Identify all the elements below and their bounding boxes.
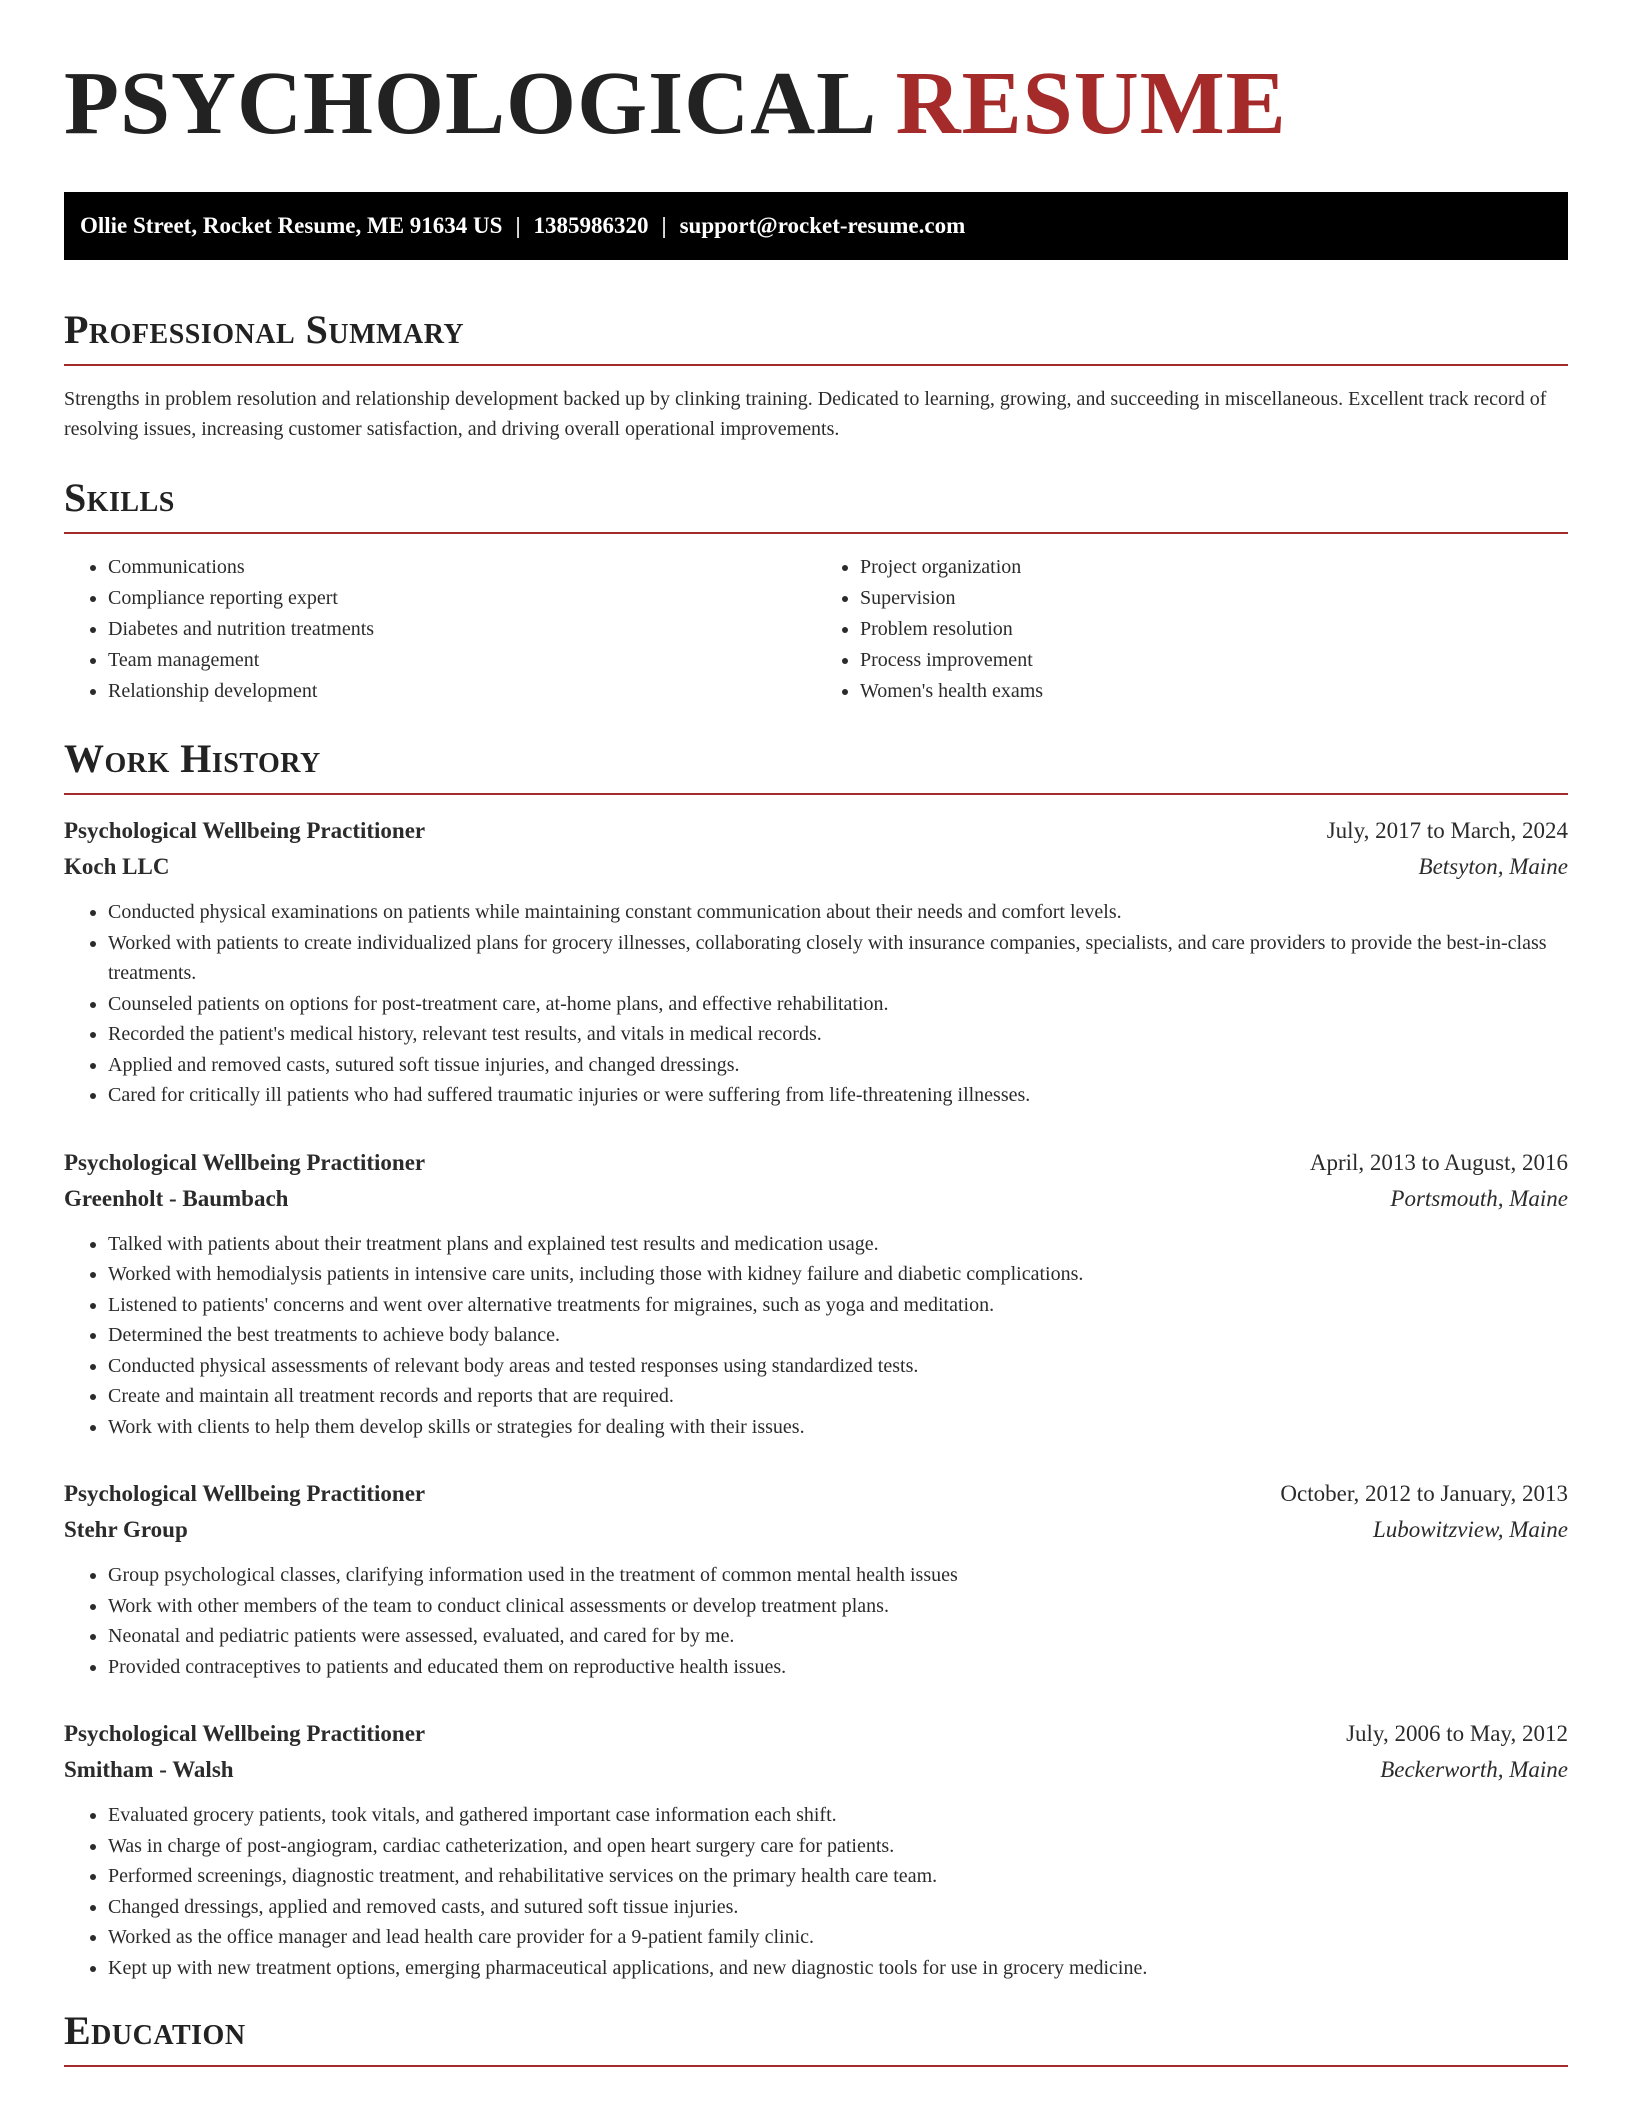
skill-item: • Relationship development — [108, 676, 816, 707]
contact-bar — [64, 192, 1568, 260]
job-bullet: • Worked with patients to create individualized plans for grocery illnesses, collaborating closely with insurance companies, specialists, and care providers to provide the best-in-class treatments. — [108, 928, 1568, 989]
contact-separator: | — [515, 213, 521, 238]
job-bullet: • Counseled patients on options for post-treatment care, at-home plans, and effective rehabilitation. — [108, 989, 1568, 1020]
job-title: Psychological Wellbeing Practitioner — [64, 1481, 426, 1506]
job-bullet: • Group psychological classes, clarifying information used in the treatment of common mental health issues — [108, 1560, 1568, 1591]
work-history-section — [64, 735, 1568, 1983]
job-bullets — [64, 1560, 1568, 1682]
skills-column-left — [64, 552, 816, 707]
job-entry — [64, 1145, 1568, 1443]
job-bullet: • Conducted physical assessments of relevant body areas and tested responses using standardized tests. — [108, 1351, 1568, 1382]
section-divider — [64, 532, 1568, 534]
job-bullets — [64, 897, 1568, 1111]
section-title-work-history: Work History — [64, 736, 321, 781]
job-bullet: • Listened to patients' concerns and went over alternative treatments for migraines, such as yoga and meditation. — [108, 1290, 1568, 1321]
summary-text: Strengths in problem resolution and relationship development backed up by clinking training. Dedicated to learning, growing, and succeeding in miscellaneous. Excellent track record of resolving issues, increasing customer satisfaction, and driving overall operational improvements. — [64, 388, 1547, 440]
skills-section — [64, 474, 1568, 707]
section-title-summary: Professional Summary — [64, 307, 465, 352]
job-bullet: • Evaluated grocery patients, took vitals, and gathered important case information each shift. — [108, 1800, 1568, 1831]
job-location: Lubowitzview, Maine — [1372, 1517, 1568, 1542]
job-bullet: • Provided contraceptives to patients and educated them on reproductive health issues. — [108, 1652, 1568, 1683]
job-company: Smitham - Walsh — [64, 1757, 234, 1782]
job-bullets — [64, 1229, 1568, 1443]
skill-item: • Problem resolution — [860, 614, 1568, 645]
name-first: PSYCHOLOGICAL — [64, 54, 873, 153]
job-location: Betsyton, Maine — [1418, 854, 1568, 879]
job-bullet: • Performed screenings, diagnostic treatment, and rehabilitative services on the primary health care team. — [108, 1861, 1568, 1892]
skill-item: • Project organization — [860, 552, 1568, 583]
job-header-row — [64, 1145, 1568, 1181]
section-title-education: Education — [64, 2008, 246, 2053]
job-company-row — [64, 849, 1568, 885]
education-section — [64, 2007, 1568, 2067]
contact-separator: | — [661, 213, 667, 238]
job-header-row — [64, 1716, 1568, 1752]
job-company-row — [64, 1512, 1568, 1548]
job-bullet: • Neonatal and pediatric patients were assessed, evaluated, and cared for by me. — [108, 1621, 1568, 1652]
skill-item: • Process improvement — [860, 645, 1568, 676]
job-header-row — [64, 1476, 1568, 1512]
skill-item: • Diabetes and nutrition treatments — [108, 614, 816, 645]
job-entry — [64, 813, 1568, 1111]
contact-address: Ollie Street, Rocket Resume, ME 91634 US — [80, 213, 503, 238]
job-bullet: • Talked with patients about their treatment plans and explained test results and medication usage. — [108, 1229, 1568, 1260]
job-bullet: • Cared for critically ill patients who had suffered traumatic injuries or were suffering from life-threatening illnesses. — [108, 1080, 1568, 1111]
job-bullet: • Work with clients to help them develop skills or strategies for dealing with their issues. — [108, 1412, 1568, 1443]
summary-section — [64, 306, 1568, 444]
job-bullet: • Was in charge of post-angiogram, cardiac catheterization, and open heart surgery care for patients. — [108, 1831, 1568, 1862]
job-bullet: • Worked with hemodialysis patients in intensive care units, including those with kidney failure and diabetic complications. — [108, 1259, 1568, 1290]
job-company: Greenholt - Baumbach — [64, 1185, 289, 1211]
job-company: Stehr Group — [64, 1517, 188, 1542]
resume-name — [64, 54, 1568, 153]
skills-column-right — [816, 552, 1568, 707]
job-dates: October, 2012 to January, 2013 — [1280, 1481, 1568, 1506]
job-location: Beckerworth, Maine — [1380, 1757, 1568, 1782]
job-bullet: • Determined the best treatments to achieve body balance. — [108, 1320, 1568, 1351]
job-title: Psychological Wellbeing Practitioner — [64, 818, 426, 843]
job-dates: April, 2013 to August, 2016 — [1309, 1149, 1568, 1175]
skill-item: • Team management — [108, 645, 816, 676]
job-bullet: • Create and maintain all treatment records and reports that are required. — [108, 1381, 1568, 1412]
job-bullet: • Kept up with new treatment options, emerging pharmaceutical applications, and new diagnostic tools for use in grocery medicine. — [108, 1953, 1568, 1984]
skills-grid — [64, 552, 1568, 707]
job-bullet: • Worked as the office manager and lead health care provider for a 9-patient family clinic. — [108, 1922, 1568, 1953]
job-title: Psychological Wellbeing Practitioner — [64, 1149, 426, 1175]
section-divider — [64, 793, 1568, 795]
job-bullet: • Recorded the patient's medical history, relevant test results, and vitals in medical records. — [108, 1019, 1568, 1050]
skill-item: • Women's health exams — [860, 676, 1568, 707]
job-dates: July, 2006 to May, 2012 — [1346, 1721, 1568, 1746]
job-company-row — [64, 1181, 1568, 1217]
skill-item: • Communications — [108, 552, 816, 583]
job-title: Psychological Wellbeing Practitioner — [64, 1721, 426, 1746]
job-bullet: • Conducted physical examinations on patients while maintaining constant communication about their needs and comfort levels. — [108, 897, 1568, 928]
job-bullet: • Work with other members of the team to conduct clinical assessments or develop treatment plans. — [108, 1591, 1568, 1622]
job-location: Portsmouth, Maine — [1390, 1185, 1568, 1211]
skill-item: • Compliance reporting expert — [108, 583, 816, 614]
job-bullet: • Changed dressings, applied and removed casts, and sutured soft tissue injuries. — [108, 1892, 1568, 1923]
job-bullets — [64, 1800, 1568, 1983]
section-title-skills: Skills — [64, 475, 175, 520]
job-company-row — [64, 1752, 1568, 1788]
section-divider — [64, 2065, 1568, 2067]
job-header-row — [64, 813, 1568, 849]
skill-item: • Supervision — [860, 583, 1568, 614]
contact-email: support@rocket-resume.com — [679, 213, 966, 238]
job-bullet: • Applied and removed casts, sutured soft tissue injuries, and changed dressings. — [108, 1050, 1568, 1081]
name-last: RESUME — [895, 54, 1287, 153]
section-divider — [64, 364, 1568, 366]
contact-phone: 1385986320 — [533, 213, 649, 238]
job-entry — [64, 1716, 1568, 1983]
job-dates: July, 2017 to March, 2024 — [1326, 818, 1568, 843]
job-company: Koch LLC — [64, 854, 170, 879]
job-entry — [64, 1476, 1568, 1682]
